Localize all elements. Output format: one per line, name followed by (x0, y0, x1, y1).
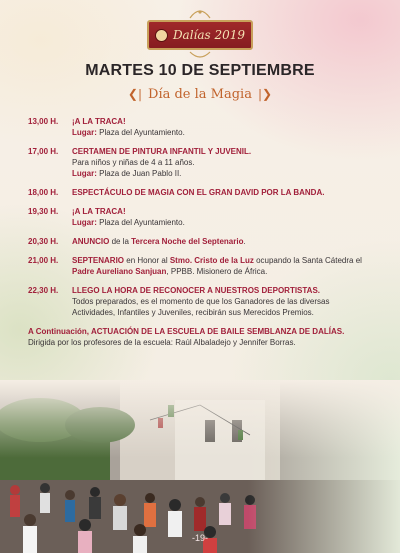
badge-text: Dalías 2019 (172, 28, 246, 42)
event-item (28, 146, 373, 179)
place-text: Plaza del Ayuntamiento. (99, 218, 185, 227)
text-span: . (243, 237, 246, 246)
event-item (28, 187, 373, 198)
place-label: Lugar: (72, 169, 97, 178)
text-span: de la (109, 237, 132, 246)
top-ornament (188, 8, 212, 20)
page-number: -19- (191, 533, 208, 543)
christ-name: Stmo. Cristo de la Luz (169, 256, 254, 265)
event-item (28, 255, 373, 277)
event-title: CERTAMEN DE PINTURA INFANTIL Y JUVENIL. (72, 147, 252, 156)
event-description: Para niños y niñas de 4 a 11 años. (72, 158, 195, 167)
event-badge (147, 20, 253, 50)
event-time: 13,00 H. (28, 117, 59, 126)
event-item (28, 285, 373, 318)
priest-name: Padre Aureliano Sanjuan (72, 267, 167, 276)
night-name: Tercera Noche del Septenario (131, 237, 244, 246)
subtitle-row (0, 84, 400, 104)
place-text: Plaza del Ayuntamiento. (99, 128, 185, 137)
bottom-ornament (188, 50, 212, 60)
page-subtitle: Día de la Magia (148, 86, 252, 102)
event-item (28, 236, 373, 247)
event-time: 20,30 H. (28, 237, 59, 246)
town-crest-icon (155, 29, 168, 42)
event-title: ¡A LA TRACA! (72, 207, 126, 216)
event-time: 17,00 H. (28, 147, 59, 156)
festival-crowd-photo (0, 380, 400, 553)
closing-paragraph (28, 326, 373, 348)
event-time: 21,00 H. (28, 256, 59, 265)
event-item (28, 206, 373, 228)
announcement-label: ANUNCIO (72, 237, 110, 246)
right-ornament-icon: |❯ (257, 87, 273, 101)
event-time: 22,30 H. (28, 286, 59, 295)
event-title: ¡A LA TRACA! (72, 117, 126, 126)
event-description: Todos preparados, es el momento de que los Ganadores de las diversas Actividades, Infantiles y Juveniles, recibirán sus Merecidos Premios. (72, 297, 330, 317)
text-span: ocupando la Santa Cátedra el (253, 256, 362, 265)
event-time: 19,30 H. (28, 207, 59, 216)
septenary-label: SEPTENARIO (72, 256, 125, 265)
left-ornament-icon: ❮| (127, 87, 143, 101)
closing-title: A Continuación, ACTUACIÓN DE LA ESCUELA DE BAILE SEMBLANZA DE DALÍAS. (28, 327, 345, 336)
text-span: , PPBB. Misionero de África. (166, 267, 268, 276)
closing-text: Dirigida por los profesores de la escuela: Raúl Albaladejo y Jennifer Borras. (28, 338, 296, 347)
event-title: ESPECTÁCULO DE MAGIA CON EL GRAN DAVID POR LA BANDA. (72, 188, 325, 197)
events-list (28, 116, 373, 356)
page-title: MARTES 10 DE SEPTIEMBRE (85, 62, 315, 79)
text-span: en Honor al (124, 256, 170, 265)
place-label: Lugar: (72, 128, 97, 137)
event-item (28, 116, 373, 138)
event-time: 18,00 H. (28, 188, 59, 197)
place-text: Plaza de Juan Pablo II. (99, 169, 182, 178)
place-label: Lugar: (72, 218, 97, 227)
event-title: LLEGO LA HORA DE RECONOCER A NUESTROS DEPORTISTAS. (72, 286, 321, 295)
